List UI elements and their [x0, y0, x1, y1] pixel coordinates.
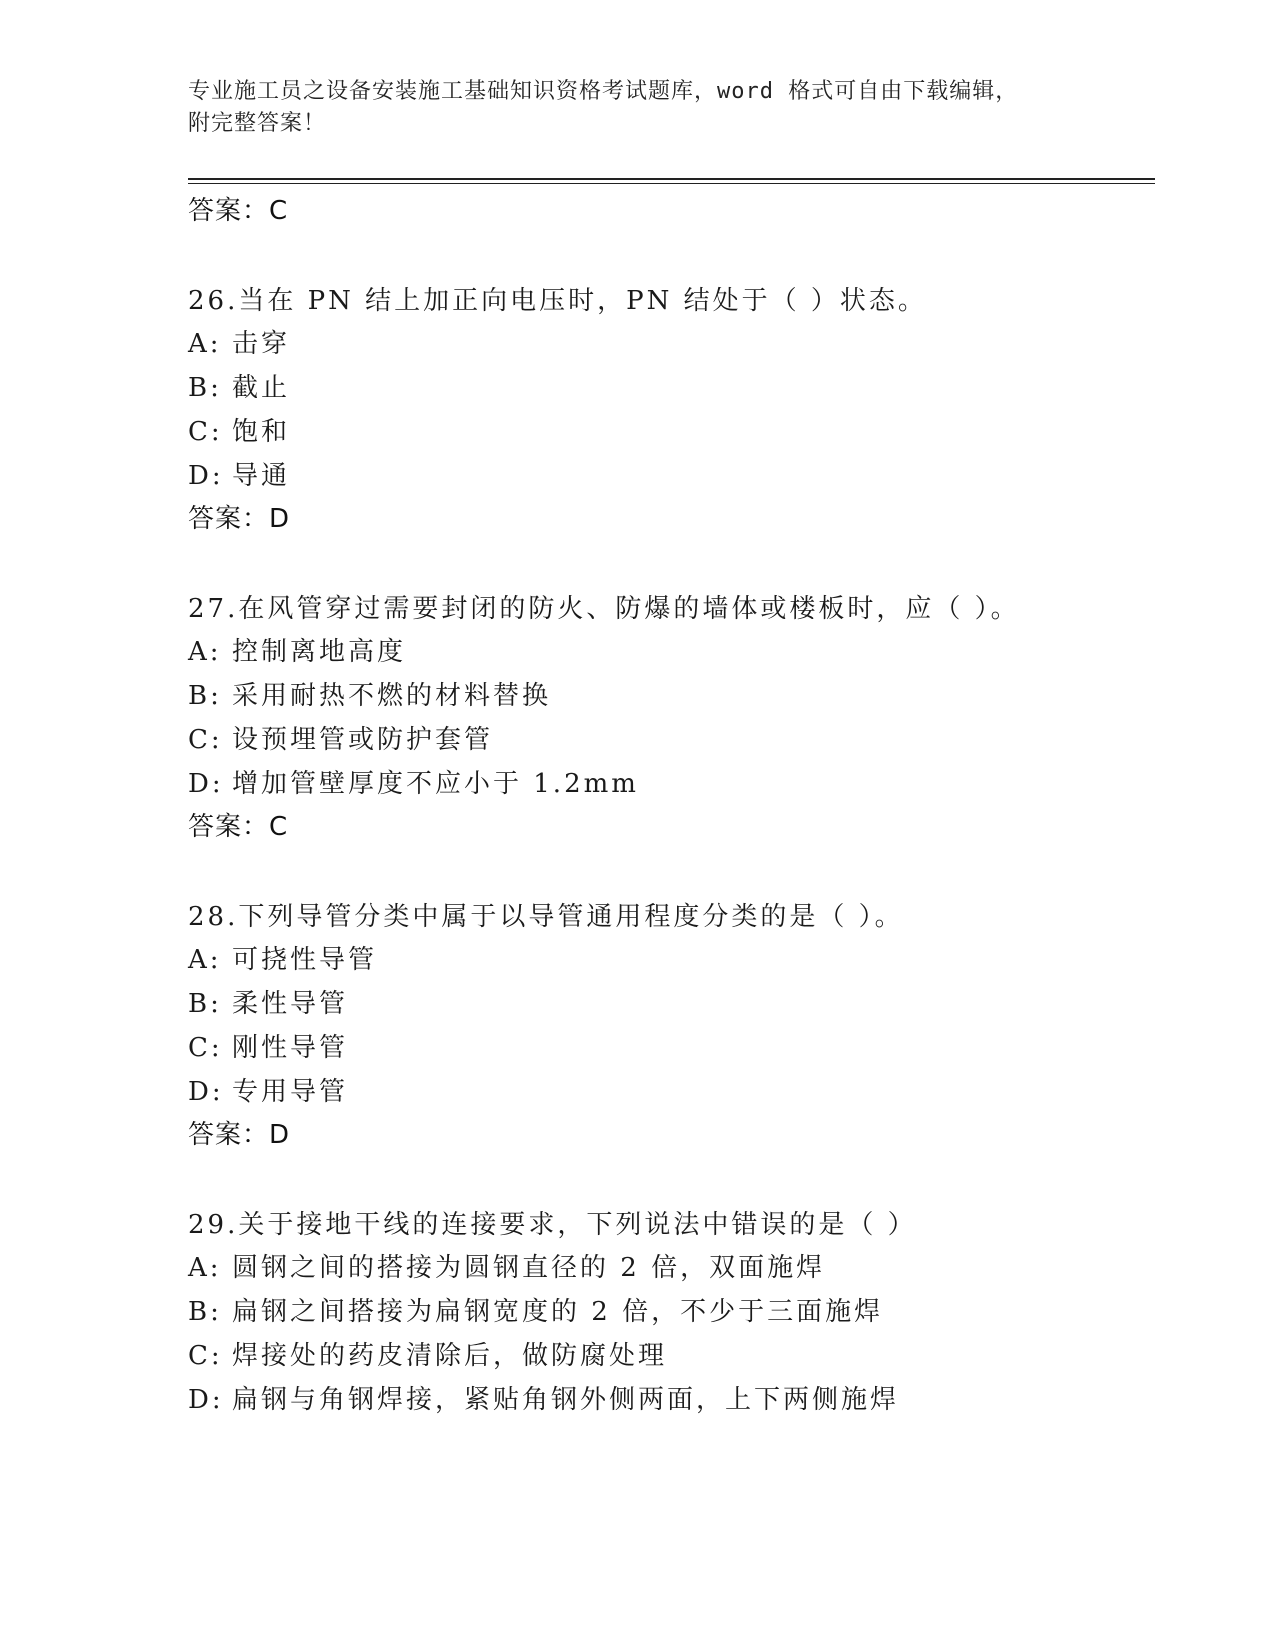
option-b — [188, 982, 1148, 1026]
option-a — [188, 1246, 1148, 1290]
option-text: 焊接处的药皮清除后，做防腐处理 — [232, 1341, 668, 1371]
question-28 — [188, 896, 1148, 1156]
option-a — [188, 938, 1148, 982]
option-c — [188, 718, 1148, 762]
header-line-1: 专业施工员之设备安装施工基础知识资格考试题库，word 格式可自由下载编辑， — [188, 79, 1019, 104]
header-divider-thick — [188, 178, 1155, 180]
question-list — [188, 190, 1148, 1422]
option-text: 柔性导管 — [232, 989, 349, 1019]
option-text: 增加管壁厚度不应小于 1.2mm — [232, 769, 639, 799]
question-text: 28.下列导管分类中属于以导管通用程度分类的是（ ）。 — [188, 902, 904, 932]
option-key: D: — [188, 1385, 224, 1415]
option-d — [188, 1070, 1148, 1114]
option-text: 圆钢之间的搭接为圆钢直径的 2 倍，双面施焊 — [232, 1253, 826, 1283]
option-text: 设预埋管或防护套管 — [232, 725, 494, 755]
option-key: D: — [188, 1077, 224, 1107]
option-key: C: — [188, 1033, 223, 1063]
option-key: A: — [188, 945, 222, 975]
option-key: B: — [188, 373, 222, 403]
question-text: 27.在风管穿过需要封闭的防火、防爆的墙体或楼板时，应（ ）。 — [188, 594, 1020, 624]
option-text: 专用导管 — [232, 1077, 349, 1107]
option-b — [188, 674, 1148, 718]
option-c — [188, 410, 1148, 454]
option-key: A: — [188, 1253, 222, 1283]
option-d — [188, 454, 1148, 498]
option-key: C: — [188, 417, 223, 447]
option-text: 扁钢与角钢焊接，紧贴角钢外侧两面，上下两侧施焊 — [232, 1385, 900, 1415]
option-text: 导通 — [232, 461, 291, 491]
question-27 — [188, 588, 1148, 848]
option-key: A: — [188, 329, 222, 359]
option-text: 扁钢之间搭接为扁钢宽度的 2 倍，不少于三面施焊 — [232, 1297, 884, 1327]
option-text: 采用耐热不燃的材料替换 — [232, 681, 552, 711]
option-d — [188, 762, 1148, 806]
option-c — [188, 1334, 1148, 1378]
option-text: 截止 — [232, 373, 291, 403]
question-26 — [188, 280, 1148, 540]
previous-answer: 答案：C — [188, 196, 289, 226]
option-b — [188, 1290, 1148, 1334]
question-text: 26.当在 PN 结上加正向电压时，PN 结处于（ ）状态。 — [188, 286, 927, 316]
option-a — [188, 630, 1148, 674]
option-b — [188, 366, 1148, 410]
option-d — [188, 1378, 1148, 1422]
option-key: D: — [188, 461, 224, 491]
answer: 答案：C — [188, 812, 289, 842]
answer: 答案：D — [188, 504, 291, 534]
header-divider-thin — [188, 183, 1155, 184]
answer: 答案：D — [188, 1120, 291, 1150]
question-text: 29.关于接地干线的连接要求，下列说法中错误的是（ ） — [188, 1210, 917, 1240]
page-header — [188, 76, 1068, 140]
option-key: C: — [188, 1341, 223, 1371]
option-text: 可挠性导管 — [232, 945, 378, 975]
header-line-2: 附完整答案！ — [188, 111, 327, 136]
option-a — [188, 322, 1148, 366]
option-text: 饱和 — [232, 417, 291, 447]
option-text: 刚性导管 — [232, 1033, 349, 1063]
option-key: C: — [188, 725, 223, 755]
option-text: 控制离地高度 — [232, 637, 407, 667]
question-29 — [188, 1204, 1148, 1422]
option-text: 击穿 — [232, 329, 291, 359]
option-key: A: — [188, 637, 222, 667]
option-key: D: — [188, 769, 224, 799]
option-key: B: — [188, 681, 222, 711]
option-key: B: — [188, 1297, 222, 1327]
option-c — [188, 1026, 1148, 1070]
option-key: B: — [188, 989, 222, 1019]
